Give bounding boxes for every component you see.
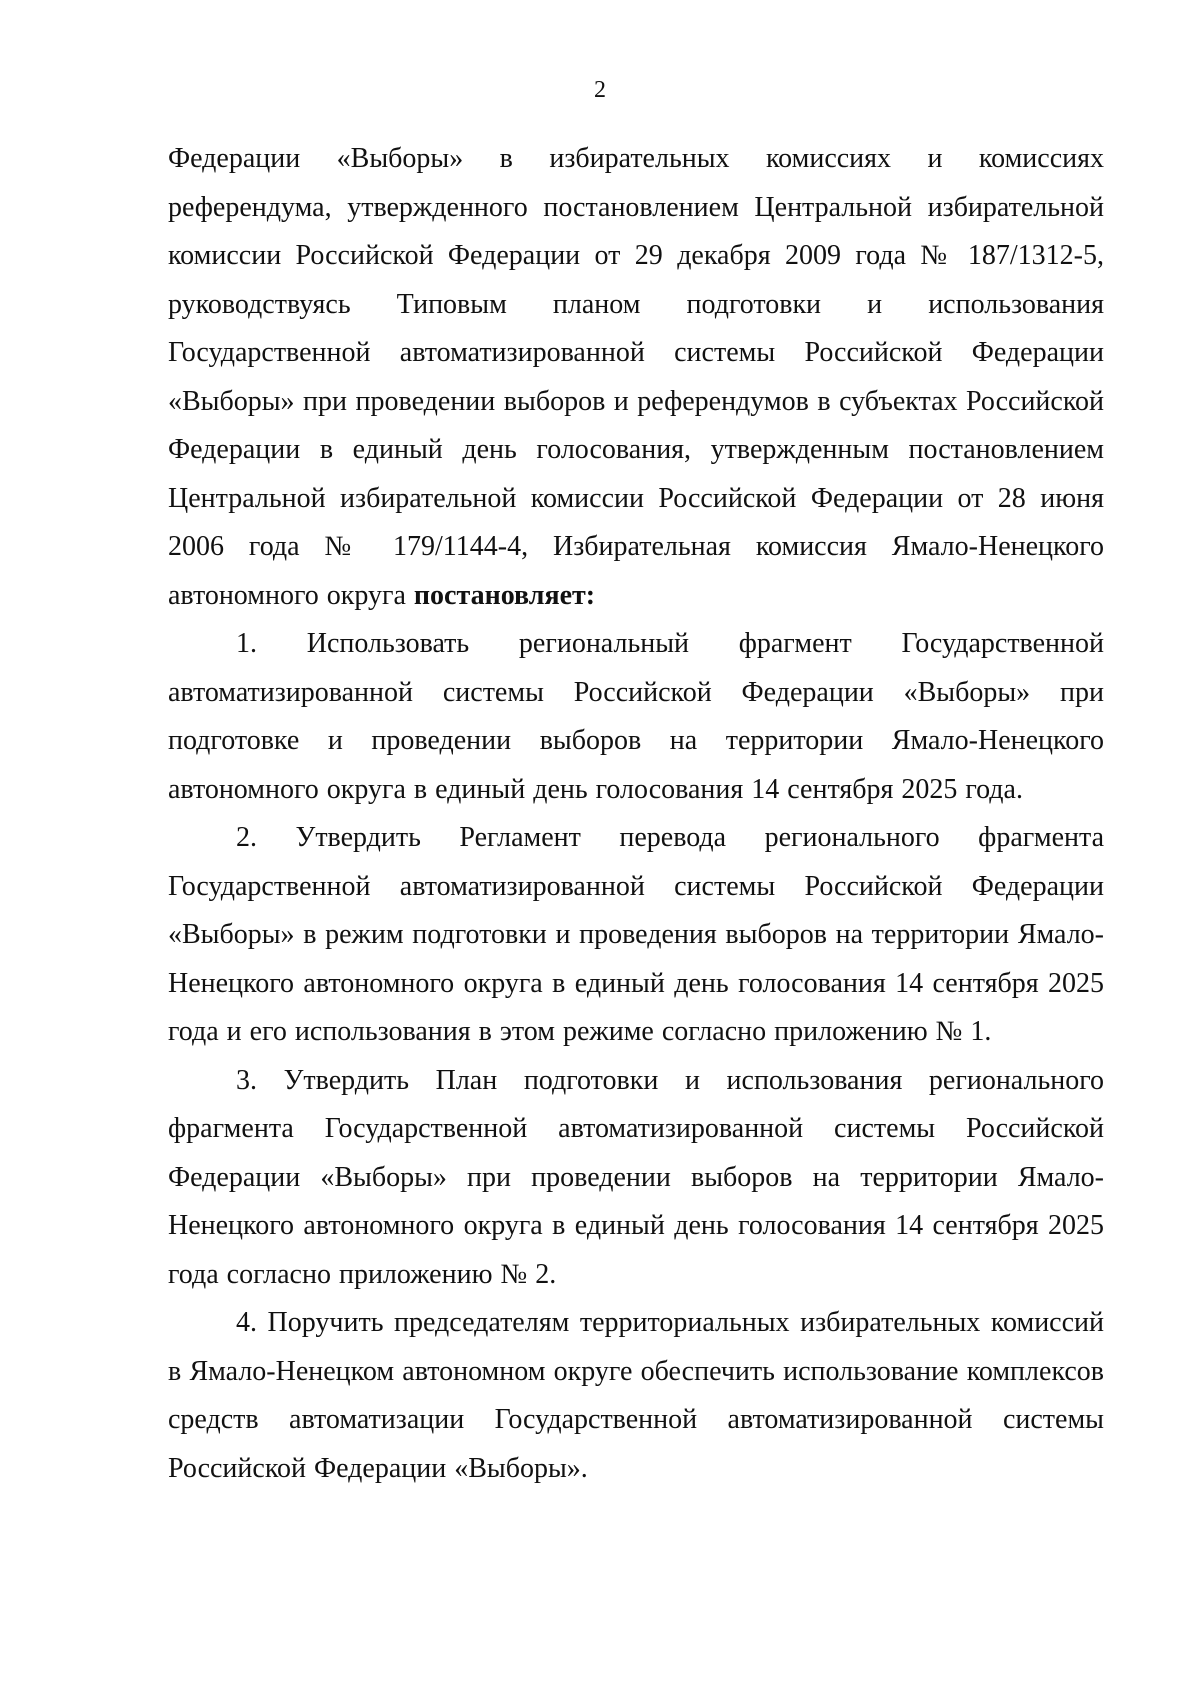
- document-body: [168, 135, 1104, 1493]
- page-number: 2: [594, 77, 606, 103]
- resolution-item-4: 4. Поручить председателям территориальных избирательных комиссий в Ямало-Ненецком автономном округе обеспечить использование комплексов средств автоматизации Государственной автоматизированной системы Российской Федерации «Выборы».: [168, 1307, 1104, 1484]
- resolution-item-1: 1. Использовать региональный фрагмент Государственной автоматизированной системы Российской Федерации «Выборы» при подготовке и проведении выборов на территории Ямало-Ненецкого автономного округа в единый день голосования 14 сентября 2025 года.: [168, 628, 1104, 805]
- resolution-item-3: 3. Утвердить План подготовки и использования регионального фрагмента Государственной автоматизированной системы Российской Федерации «Выборы» при проведении выборов на территории Ямало-Ненецкого автономного округа в единый день голосования 14 сентября 2025 года согласно приложению № 2.: [168, 1064, 1104, 1290]
- intro-text: Федерации «Выборы» в избирательных комиссиях и комиссиях референдума, утвержденного постановлением Центральной избирательной комиссии Российской Федерации от 29 декабря 2009 года № 187/1312-5, руководствуясь Типовым планом подготовки и использования Государственной автоматизированной системы Российской Федерации «Выборы» при проведении выборов и референдумов в субъектах Российской Федерации в единый день голосования, утвержденным постановлением Центральной избирательной комиссии Российской Федерации от 28 июня 2006 года № 179/1144-4, Избирательная комиссия Ямало-Ненецкого автономного округа: [168, 143, 1104, 611]
- resolves-keyword: постановляет:: [413, 579, 596, 611]
- intro-paragraph: [168, 135, 1104, 620]
- resolution-item-2: 2. Утвердить Регламент перевода регионального фрагмента Государственной автоматизированной системы Российской Федерации «Выборы» в режим подготовки и проведения выборов на территории Ямало-Ненецкого автономного округа в единый день голосования 14 сентября 2025 года и его использования в этом режиме согласно приложению № 1.: [168, 822, 1104, 1047]
